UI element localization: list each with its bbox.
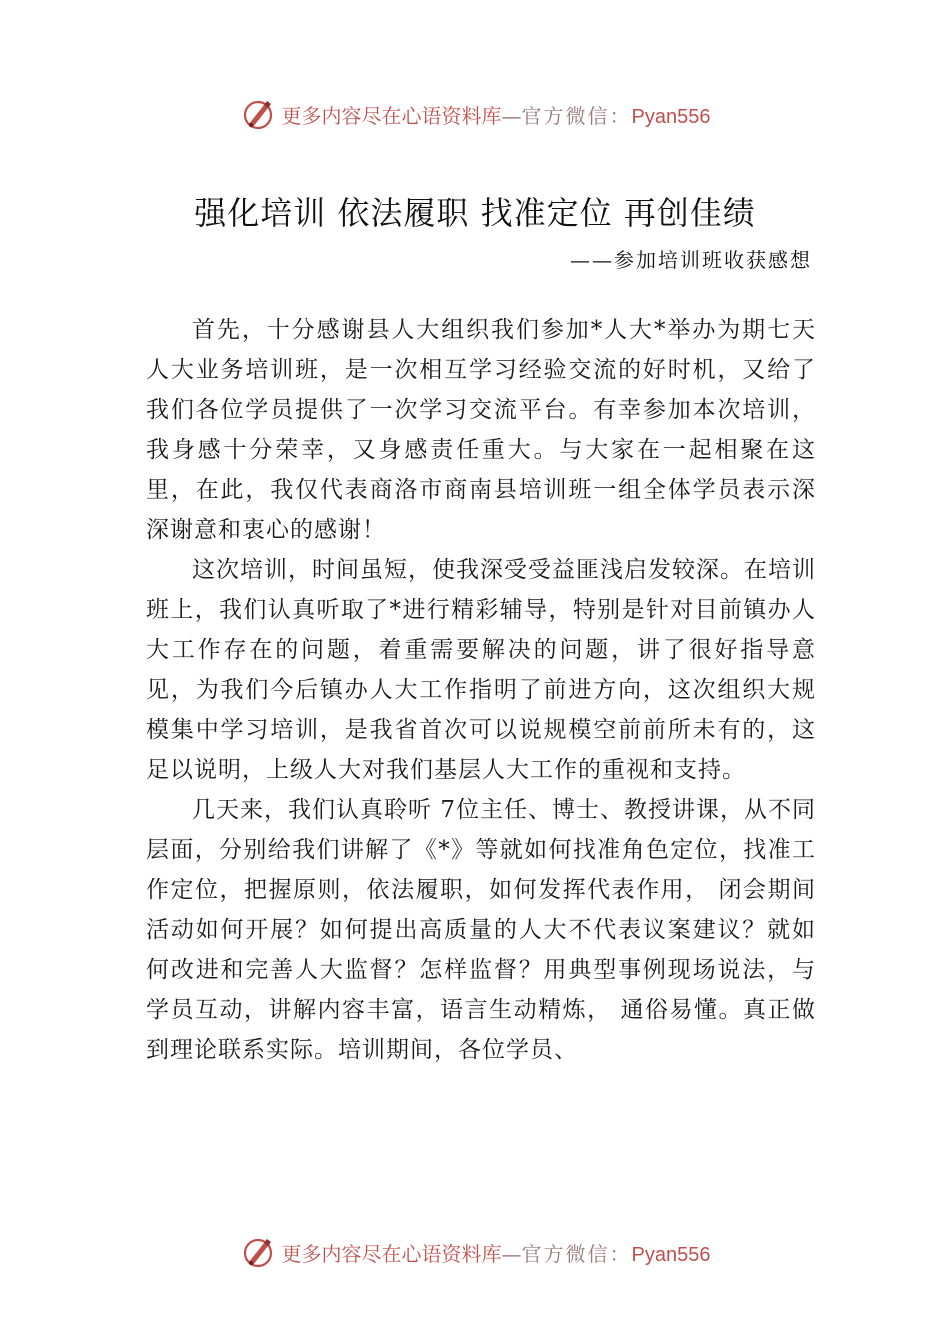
banner-wechat-id: Pyan556 — [631, 1243, 711, 1266]
paragraph-2: 这次培训，时间虽短，使我深受受益匪浅启发较深。在培训班上，我们认真听取了*进行精彩辅导，特别是针对目前镇办人大工作存在的问题，着重需要解决的问题，讲了很好指导意见，为我们今后镇办人大工作指明了前进方向，这次组织大规模集中学习培训，是我省首次可以说规模空前前所未有的，这足以说明，上级人大对我们基层人大工作的重视和支持。 — [146, 557, 816, 783]
document-body — [146, 310, 816, 1070]
pen-logo-icon — [240, 1234, 276, 1270]
banner-separator: — — [501, 103, 522, 128]
pen-logo-icon — [240, 96, 276, 132]
footer-banner — [0, 1232, 950, 1272]
banner-main-text: 更多内容尽在心语资料库 — [281, 103, 502, 128]
document-title: 强化培训 依法履职 找准定位 再创佳绩 — [194, 194, 756, 232]
header-banner — [0, 94, 950, 134]
paragraph-1: 首先，十分感谢县人大组织我们参加*人大*举办为期七天人大业务培训班，是一次相互学习经验交流的好时机，又给了我们各位学员提供了一次学习交流平台。有幸参加本次培训，我身感十分荣幸，又身感责任重大。与大家在一起相聚在这里，在此，我仅代表商洛市商南县培训班一组全体学员表示深深谢意和衷心的感谢！ — [146, 317, 816, 543]
banner-wechat-label: 官方微信： — [521, 1241, 632, 1266]
banner-separator: — — [501, 1241, 522, 1266]
banner-main-text: 更多内容尽在心语资料库 — [281, 1241, 502, 1266]
banner-text — [282, 1238, 711, 1267]
banner-text — [282, 100, 711, 129]
banner-wechat-label: 官方微信： — [521, 103, 632, 128]
banner-wechat-id: Pyan556 — [631, 105, 711, 128]
paragraph-3: 几天来，我们认真聆听 7位主任、博士、教授讲课，从不同层面，分别给我们讲解了《*》等就如何找准角色定位，找准工作定位，把握原则，依法履职，如何发挥代表作用， 闭会期间活动如何开展？如何提出高质量的人大不代表议案建议？就如何改进和完善人大监督？怎样监督？用典型事例现场说法，与学员互动，讲解内容丰富，语言生动精炼， 通俗易懂。真正做到理论联系实际。培训期间，各位学员、 — [146, 797, 816, 1063]
document-subtitle: ——参加培训班收获感想 — [570, 248, 812, 272]
